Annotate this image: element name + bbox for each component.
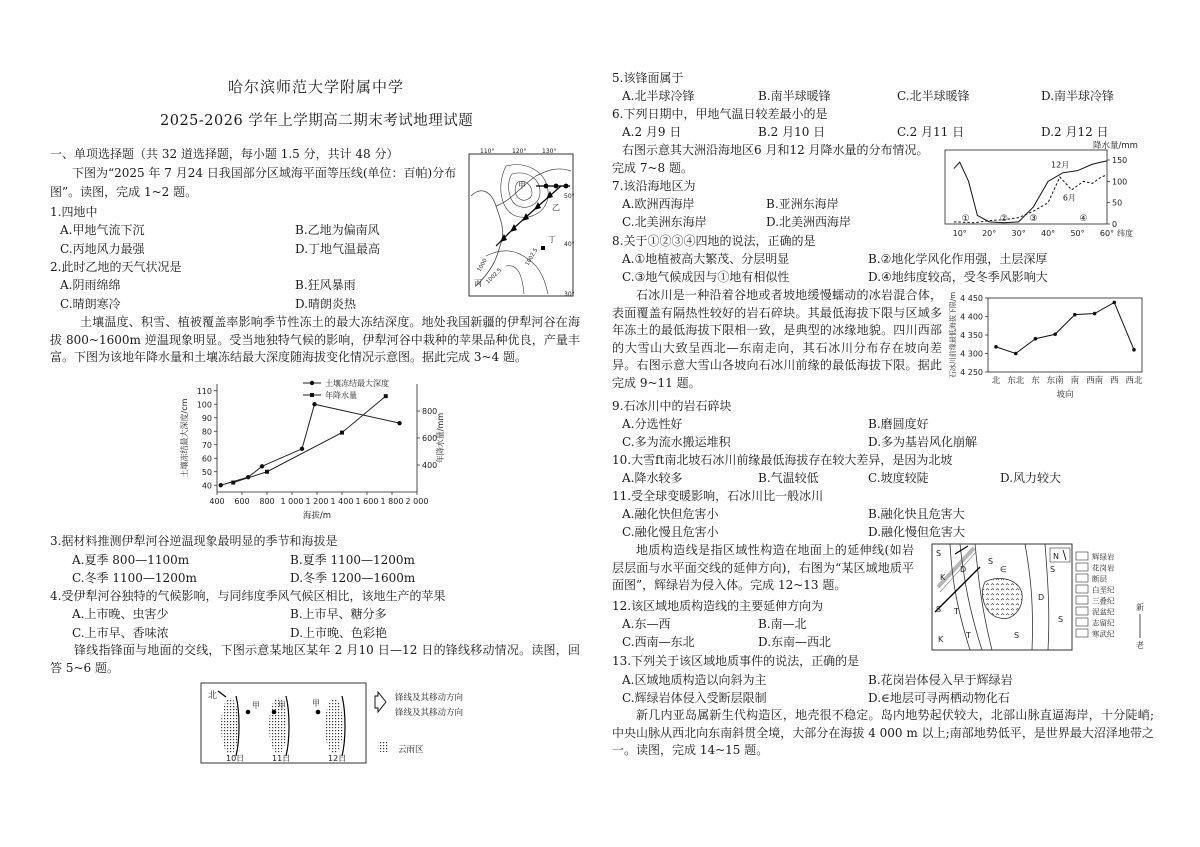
- svg-text:K: K: [940, 573, 946, 582]
- q7-question: 7.该沿海地区为: [612, 179, 696, 193]
- y-tick-label-left: 80: [201, 427, 212, 437]
- q5-option-d: D.南半球冷锋: [1041, 89, 1115, 103]
- q6-option-c: C.2 月11 日: [897, 125, 965, 139]
- q7-option-a: A.欧洲西海岸: [622, 197, 695, 211]
- svg-text:锋线及其移动方向: 锋线及其移动方向: [395, 693, 464, 703]
- x-tick-label: 20°: [982, 229, 997, 238]
- legend-label: 寒武纪: [1092, 629, 1115, 639]
- svg-text:120°: 120°: [512, 148, 527, 155]
- q7-option-d: D.北美洲西海岸: [766, 215, 852, 229]
- series-line-precip: [233, 396, 386, 482]
- legend-swatch: [1076, 629, 1088, 637]
- q4-option-b: B.上市早、糖分多: [290, 607, 387, 621]
- x-axis-label: 海拔/m: [302, 511, 332, 521]
- q2-question: 2.此时乙地的天气状况是: [50, 260, 182, 274]
- q13-option-c: C.辉绿岩体侵入受断层限制: [622, 691, 767, 705]
- q1-question: 1.四地中: [50, 205, 98, 219]
- data-point: [1073, 313, 1077, 317]
- q6-option-a: A.2 月9 日: [622, 125, 682, 139]
- depth-point: [300, 447, 304, 451]
- svg-text:云雨区: 云雨区: [398, 745, 424, 755]
- svg-text:50°: 50°: [564, 193, 575, 200]
- x-tick-label: 40°: [1040, 229, 1056, 238]
- series-label-dec: 12月: [1051, 160, 1070, 170]
- y-tick-label: 100: [1112, 177, 1128, 187]
- y-tick-label: 4 450: [960, 294, 983, 303]
- legend-swatch: [1076, 552, 1088, 560]
- svg-text:110°: 110°: [480, 148, 495, 155]
- q9-option-a: A.分选性好: [622, 417, 683, 431]
- x-tick-label: 西: [1110, 376, 1119, 386]
- svg-text:D: D: [1038, 593, 1045, 602]
- region-4: ④: [1079, 214, 1088, 224]
- legend-label: 白垩纪: [1092, 585, 1115, 595]
- precip-point: [231, 481, 235, 485]
- depth-point: [260, 464, 264, 468]
- q5-6-stem: 锋线指锋面与地面的交线，下图示意某地区某年 2 月10 日—12 日的锋线移动情况。读图，回答 5~6 题。: [50, 643, 580, 675]
- legend-label: 花岗岩: [1092, 563, 1115, 573]
- legend-swatch: [1076, 596, 1088, 604]
- svg-text:锋线及其移动方向: 锋线及其移动方向: [395, 708, 464, 718]
- y-tick-label-left: 60: [201, 454, 212, 464]
- x-tick-label: 60°: [1099, 229, 1115, 238]
- q9-option-d: D.多为基岩风化崩解: [868, 435, 978, 449]
- q6-option-d: D.2 月12 日: [1041, 125, 1109, 139]
- plot-frame: [945, 150, 1107, 224]
- q3-option-a: A.夏季 800—1100m: [72, 553, 190, 567]
- svg-text:12日: 12日: [328, 754, 347, 763]
- x-tick-label: 1 200: [305, 497, 329, 506]
- region-1: ①: [961, 214, 970, 224]
- precip-chart: [935, 142, 1155, 242]
- x-tick-label: 西南: [1086, 376, 1104, 386]
- q10-option-a: A.降水较多: [622, 471, 683, 485]
- svg-text:T: T: [966, 631, 971, 640]
- q12-option-c: C.西南—东北: [622, 635, 695, 649]
- q12-option-a: A.东—西: [622, 617, 671, 631]
- q3-option-c: C.冬季 1100—1200m: [72, 571, 197, 585]
- svg-text:30°: 30°: [564, 291, 575, 298]
- y-tick-label-left: 110: [196, 386, 212, 396]
- q11-option-c: C.融化慢且危害小: [622, 525, 719, 539]
- y-tick-label: 50: [1112, 198, 1123, 208]
- q2-option-c: C.晴朗寒冷: [60, 297, 121, 311]
- y-tick-label: 4 250: [960, 368, 983, 377]
- svg-text:130°: 130°: [542, 148, 557, 155]
- data-point: [1053, 332, 1057, 336]
- svg-text:T: T: [954, 607, 959, 616]
- legend-swatch: [1076, 574, 1088, 582]
- data-point: [1014, 352, 1018, 356]
- rock-glacier-chart: [950, 290, 1150, 402]
- x-tick-label: 10°: [952, 229, 967, 238]
- q11-option-a: A.融化快但危害小: [622, 507, 719, 521]
- q1-stem-line1: 下图为“2025 年 7 月24 日我国部分区域海平面等压线(单位：百帕)分布: [72, 166, 457, 180]
- svg-text:K: K: [938, 635, 944, 644]
- svg-text:甲: 甲: [278, 701, 286, 710]
- svg-text:丙: 丙: [474, 279, 482, 288]
- legend-label: 志留纪: [1092, 618, 1115, 628]
- q1-option-d: D.丁地气温最高: [295, 242, 381, 256]
- q4-option-a: A.上市晚、虫害少: [72, 607, 169, 621]
- region-3: ③: [1029, 214, 1038, 224]
- exam-title: 2025-2026 学年上学期高二期末考试地理试题: [160, 113, 474, 129]
- precip-point: [340, 431, 344, 435]
- q1-stem-line2: 图”。读图，完成 1~2 题。: [50, 185, 198, 199]
- q13-option-d: D.∈地层可寻两栖动物化石: [868, 691, 1010, 705]
- x-tick-label: 北: [991, 376, 1001, 386]
- svg-text:∈: ∈: [1000, 565, 1007, 574]
- q12-option-d: D.东南—西北: [758, 635, 832, 649]
- q7-stem-line1: 右图示意其大洲沿海地区6 月和12 月降水量的分布情况。: [622, 143, 929, 157]
- q5-option-c: C.北半球暖锋: [897, 89, 970, 103]
- isobar-map: [466, 146, 576, 298]
- x-axis-label: 纬度: [1117, 229, 1133, 238]
- section-heading: 一、单项选择题（共 32 道选择题，每小题 1.5 分，共计 48 分）: [50, 147, 399, 161]
- q13-question: 13.下列关于该区域地质事件的说法，正确的是: [612, 654, 860, 668]
- depth-point: [397, 421, 401, 425]
- svg-text:N: N: [1053, 552, 1059, 561]
- q1-option-a: A.甲地气流下沉: [60, 223, 145, 237]
- region-2: ②: [999, 214, 1008, 224]
- legend-swatch: [1076, 607, 1088, 615]
- q10-option-b: B.气温较低: [758, 471, 819, 485]
- svg-text:S: S: [1014, 631, 1020, 640]
- passage-geology: 地质构造线是指区域性构造在地面上的延伸线(如岩层层面与水平面交线的延伸方向)，右图为“某区域地质平面图”，辉绿岩为侵入体。完成 12~13 题。: [612, 543, 914, 592]
- q2-option-d: D.晴朗炎热: [295, 297, 357, 311]
- svg-text:S: S: [936, 549, 942, 558]
- y-axis-label: 石冰川前缘最低海拔下限/m: [949, 291, 957, 379]
- series-line: [996, 302, 1134, 353]
- q4-question: 4.受伊犁河谷独特的气候影响，与同纬度季风气候区相比，该地生产的苹果: [50, 589, 446, 603]
- q11-option-d: D.融化慢但危害大: [868, 525, 966, 539]
- q7-option-b: B.亚洲东海岸: [766, 197, 839, 211]
- q11-question: 11.受全球变暖影响，石冰川比一般冰川: [612, 489, 824, 503]
- x-tick-label: 400: [209, 497, 225, 506]
- q11-option-b: B.融化快且危害大: [868, 507, 965, 521]
- q5-option-a: A.北半球冷锋: [622, 89, 695, 103]
- y-axis-label-right: 年降水量/mm: [436, 412, 445, 464]
- y-tick-label-left: 70: [201, 440, 212, 450]
- q13-option-b: B.花岗岩体侵入早于辉绿岩: [868, 673, 1013, 687]
- front-figure: [200, 682, 465, 764]
- legend-marker-precip: [310, 393, 314, 397]
- q9-question: 9.石冰川中的岩石碎块: [612, 399, 732, 413]
- svg-text:10日: 10日: [226, 754, 245, 763]
- y-tick-label-left: 100: [196, 400, 212, 410]
- svg-text:甲: 甲: [518, 181, 526, 190]
- precip-point: [384, 394, 388, 398]
- x-tick-label: 800: [259, 497, 275, 506]
- x-tick-label: 西北: [1125, 376, 1143, 386]
- legend-swatch: [1076, 618, 1088, 626]
- y-tick-label: 4 350: [960, 331, 983, 340]
- q9-option-c: C.多为流水搬运堆积: [622, 435, 731, 449]
- q12-option-b: B.南—北: [758, 617, 807, 631]
- q8-option-c: C.③地气候成因与①地有相似性: [622, 270, 790, 284]
- q8-option-a: A.①地植被高大繁茂、分层明显: [622, 252, 790, 266]
- legend-old: 老: [1136, 641, 1144, 650]
- q10-option-d: D.风力较大: [1000, 471, 1062, 485]
- q2-option-b: B.狂风暴雨: [295, 278, 356, 292]
- y-axis-label-left: 土壤冻结最大深度/cm: [180, 398, 189, 478]
- precip-point: [265, 470, 269, 474]
- legend-label: 三叠纪: [1092, 596, 1115, 606]
- geology-map: [930, 542, 1162, 654]
- data-point: [1034, 337, 1038, 341]
- svg-text:S: S: [1050, 565, 1056, 574]
- y-axis-title: 降水量/mm: [1093, 141, 1138, 151]
- y-tick-label-right: 400: [422, 461, 438, 470]
- y-tick-label-left: 40: [201, 481, 212, 491]
- data-point: [1132, 348, 1136, 352]
- q3-question: 3.据材料推测伊犁河谷逆温现象最明显的季节和海拔是: [50, 534, 338, 548]
- x-tick-label: 600: [234, 497, 250, 506]
- y-tick-label: 0: [1112, 220, 1118, 229]
- svg-text:1002.5: 1002.5: [524, 247, 540, 267]
- q2-option-a: A.阴雨绵绵: [60, 278, 121, 292]
- svg-text:乙: 乙: [552, 203, 560, 212]
- legend-label: 泥盆纪: [1092, 607, 1115, 617]
- svg-text:S: S: [936, 605, 942, 614]
- x-tick-label: 东北: [1007, 376, 1025, 386]
- q4-option-d: D.上市晚、色彩艳: [290, 626, 388, 640]
- q3-option-d: D.冬季 1200—1600m: [290, 571, 416, 585]
- svg-text:11日: 11日: [272, 754, 291, 763]
- y-tick-label-right: 600: [422, 434, 438, 443]
- q10-question: 10.大雪ft南北坡石冰川前缘最低海拔存在较大差异，是因为北坡: [612, 453, 953, 467]
- passage-rock-glacier: 石冰川是一种沿着谷地或者坡地缓慢蠕动的冰岩混合体，表面覆盖有隔热性较好的岩石碎块。其最低海拔下限与区域多年冻土的最低海拔下限相一致，是典型的冰缘地貌。四川西部的大雪山大致呈西北—东南走向，其石冰川分布存在坡向差异。右图示意大雪山各坡向石冰川前缘的最低海拔下限。据此完成 9~11 题。: [612, 288, 942, 390]
- svg-text:D: D: [960, 565, 967, 574]
- y-tick-label: 4 300: [960, 349, 983, 359]
- x-tick-label: 50°: [1070, 229, 1085, 238]
- legend-label-precip: 年降水量: [325, 391, 357, 400]
- q5-question: 5.该锋面属于: [612, 71, 684, 85]
- svg-text:40°: 40°: [564, 241, 575, 248]
- data-point: [994, 345, 998, 349]
- y-tick-label-right: 800: [422, 407, 438, 416]
- x-tick-label: 1 800: [380, 497, 404, 506]
- x-tick-label: 1 600: [355, 497, 379, 506]
- q8-question: 8.关于①②③④四地的说法，正确的是: [612, 234, 816, 248]
- svg-text:甲: 甲: [252, 701, 260, 710]
- q1-option-b: B.乙地为偏南风: [295, 223, 380, 237]
- svg-text:丁: 丁: [548, 235, 556, 244]
- y-tick-label: 4 400: [960, 312, 983, 322]
- y-tick-label-left: 50: [201, 467, 212, 477]
- depth-point: [312, 402, 316, 406]
- q13-option-a: A.区域地质构造以向斜为主: [622, 673, 767, 687]
- legend-swatch: [1076, 585, 1088, 593]
- q1-option-c: C.丙地风力最强: [60, 242, 145, 256]
- q4-option-c: C.上市早、香味浓: [72, 626, 169, 640]
- q10-option-c: C.坡度较陡: [868, 471, 929, 485]
- soil-chart: [175, 374, 445, 526]
- legend-new: 新: [1136, 603, 1144, 612]
- x-tick-label: 2 000: [405, 497, 429, 506]
- q7-stem-line2: 完成 7~8 题。: [612, 161, 693, 175]
- q3-option-b: B.夏季 1100—1200m: [290, 553, 415, 567]
- x-tick-label: 1 400: [330, 497, 354, 506]
- legend-marker-depth: [310, 381, 314, 385]
- q6-option-b: B.2 月10 日: [758, 125, 826, 139]
- svg-text:北: 北: [208, 691, 218, 701]
- plot-frame: [988, 298, 1142, 372]
- x-tick-label: 南: [1070, 376, 1080, 386]
- series-line-depth: [221, 404, 400, 485]
- legend-label: 断层: [1092, 574, 1107, 584]
- legend-swatch: [1076, 563, 1088, 571]
- q9-option-b: B.磨圆度好: [868, 417, 929, 431]
- x-tick-label: 30°: [1011, 229, 1026, 238]
- school-title: 哈尔滨师范大学附属中学: [228, 78, 405, 96]
- q5-option-b: B.南半球暖锋: [758, 89, 831, 103]
- depth-point: [219, 483, 223, 487]
- data-point: [1093, 312, 1097, 316]
- series-label-jun: 6月: [1062, 193, 1076, 203]
- q6-question: 6.下列日期中，甲地气温日较差最小的是: [612, 107, 828, 121]
- q8-option-d: D.④地纬度较高，受冬季风影响大: [868, 270, 1048, 284]
- x-tick-label: 1 000: [280, 497, 304, 506]
- y-tick-label: 150: [1112, 156, 1128, 165]
- svg-text:1000: 1000: [476, 257, 489, 273]
- svg-text:S: S: [988, 557, 994, 566]
- y-tick-label-left: 90: [201, 413, 212, 423]
- legend-label-depth: 土壤冻结最大深度: [325, 379, 389, 388]
- svg-text:S: S: [1058, 615, 1064, 624]
- x-tick-label: 东南: [1046, 376, 1064, 386]
- q8-option-b: B.②地化学风化作用强，土层深厚: [868, 252, 1048, 266]
- legend-label: 辉绿岩: [1092, 552, 1115, 562]
- q7-option-c: C.北美洲东海岸: [622, 215, 707, 229]
- data-point: [1112, 301, 1116, 305]
- x-tick-label: 东: [1031, 376, 1040, 386]
- x-axis-label: 坡向: [1056, 390, 1074, 400]
- passage-new-guinea: 新几内亚岛属新生代构造区，地壳很不稳定。岛内地势起伏较大，北部山脉直逼海岸，十分陡峭;中央山脉从西北向东南斜贯全境，大部分在海拔 4 000 m 以上;南部地势低平，是世界最大沼泽地带之一。读图，完成 14~15 题。: [612, 708, 1154, 757]
- q12-question: 12.该区域地质构造线的主要延伸方向为: [612, 599, 824, 613]
- passage-soil: 土壤温度、积雪、植被覆盖率影响季节性冻土的最大冻结深度。地处我国新疆的伊犁河谷在海拔 800~1600m 逆温现象明显。受当地独特气候的影响，伊犁河谷中栽种的苹果品种优良，产量丰富。下图为该地年降水量和土壤冻结最大深度随海拔变化情况示意图。据此完成 3~4 题。: [50, 315, 580, 364]
- svg-text:甲: 甲: [312, 699, 320, 708]
- svg-text:1002.5: 1002.5: [485, 267, 504, 286]
